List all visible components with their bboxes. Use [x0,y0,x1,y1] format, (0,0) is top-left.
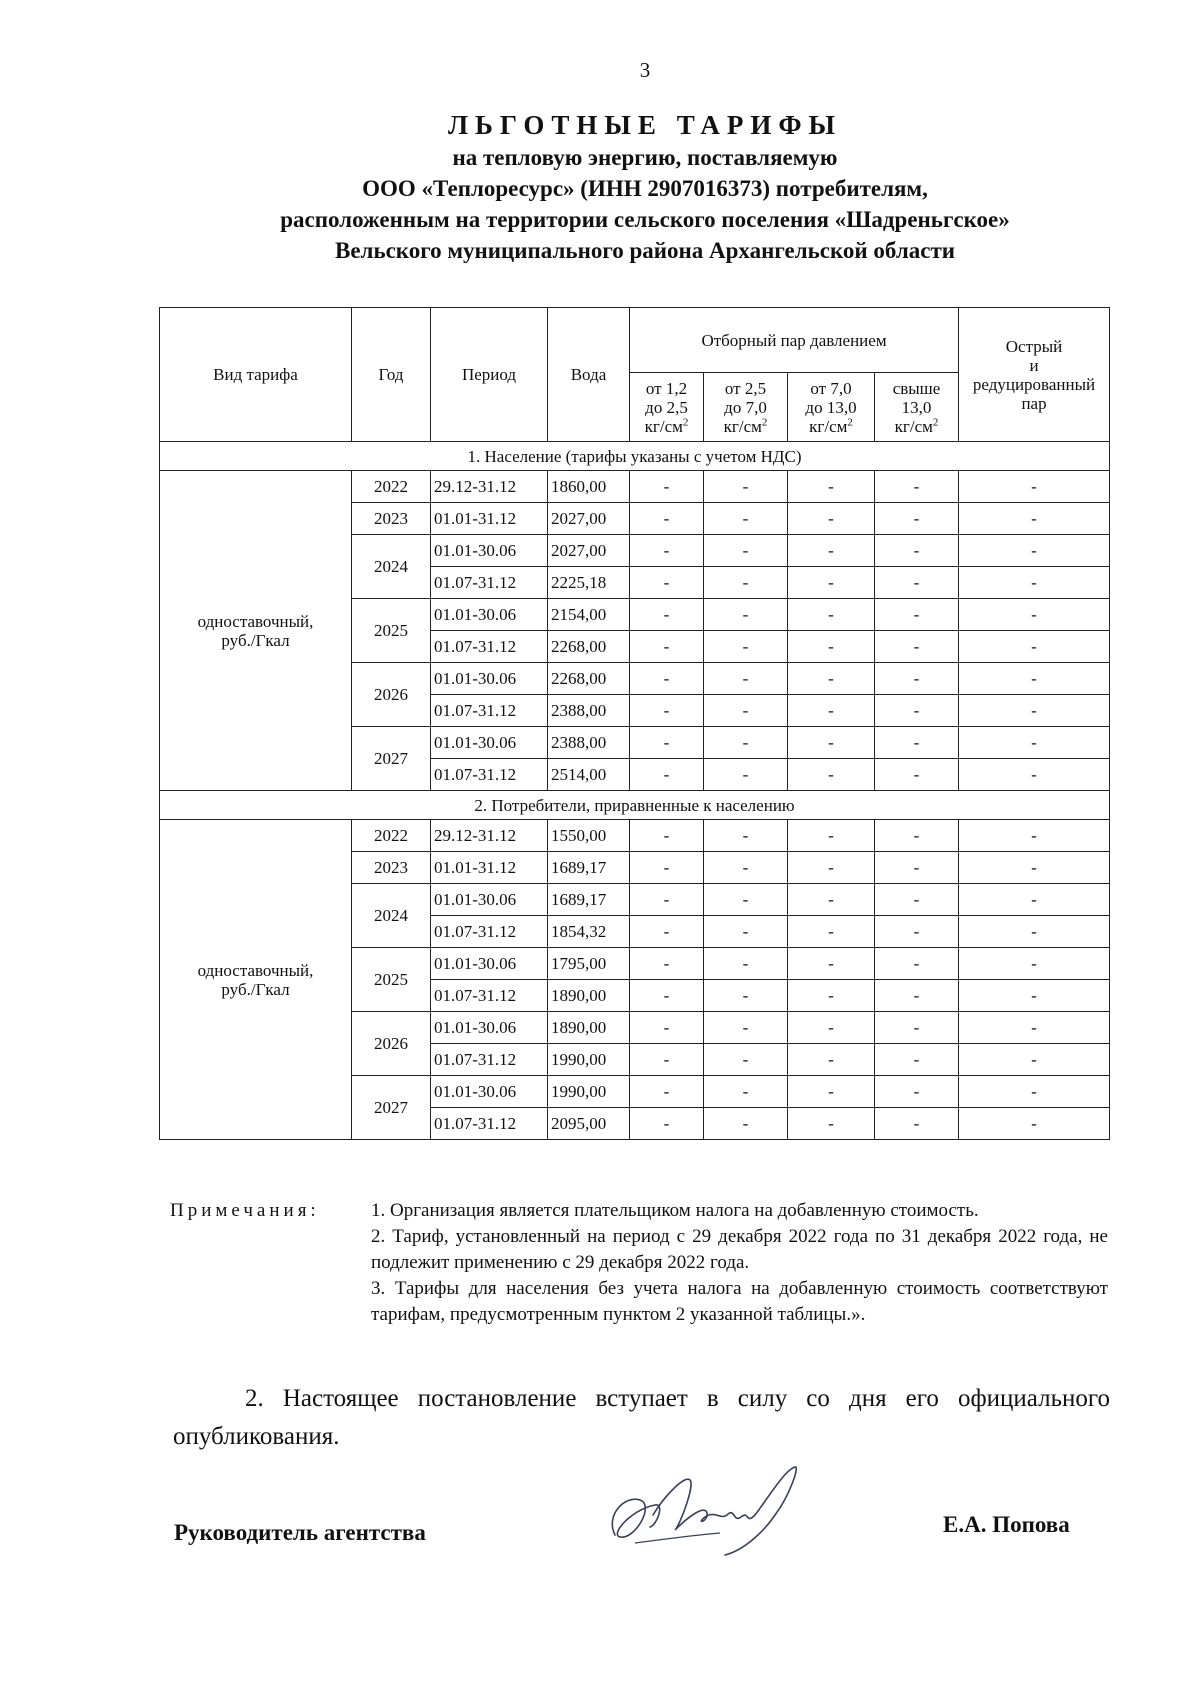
note-item: 2. Тариф, установленный на период с 29 декабря 2022 года по 31 декабря 2022 года, не подлежит применению с 29 декабря 2022 года. [371,1226,1108,1273]
empty-value-cell: - [875,852,959,884]
year-cell: 2022 [352,820,431,852]
empty-value-cell: - [788,1108,875,1140]
section-row [160,442,1110,471]
pressure-to: до 7,0 [724,397,767,417]
period-cell: 01.01-30.06 [431,727,548,759]
pressure-from: от 2,5 [724,378,767,398]
empty-value-cell: - [875,503,959,535]
empty-value-cell: - [959,1044,1110,1076]
title-line: на тепловую энергию, поставляемую [452,145,838,170]
empty-value-cell: - [875,1044,959,1076]
empty-value-cell: - [704,727,788,759]
year-cell: 2027 [352,1076,431,1140]
empty-value-cell: - [959,1108,1110,1140]
water-value-cell: 1795,00 [548,948,630,980]
empty-value-cell: - [630,948,704,980]
empty-value-cell: - [704,1044,788,1076]
empty-value-cell: - [630,759,704,791]
empty-value-cell: - [788,1076,875,1108]
empty-value-cell: - [630,884,704,916]
pressure-from: свыше [892,378,941,398]
empty-value-cell: - [788,1012,875,1044]
empty-value-cell: - [875,948,959,980]
year-cell: 2026 [352,1012,431,1076]
empty-value-cell: - [788,663,875,695]
title-line: Вельского муниципального района Архангельской области [334,238,956,263]
empty-value-cell: - [959,884,1110,916]
signer-name: Е.А. Попова [943,1512,1070,1537]
empty-value-cell: - [704,1108,788,1140]
empty-value-cell: - [959,727,1110,759]
header-pressure-2 [704,373,788,442]
effective-clause: 2. Настоящее постановление вступает в силу со дня его официального опубликования. [173,1385,1110,1450]
header-steam-group: Отборный пар давлением [630,308,959,373]
empty-value-cell: - [875,916,959,948]
header-tariff-type: Вид тарифа [160,308,352,442]
pressure-from: от 1,2 [645,378,688,398]
year-cell: 2026 [352,663,431,727]
empty-value-cell: - [704,948,788,980]
empty-value-cell: - [788,1044,875,1076]
period-cell: 01.07-31.12 [431,759,548,791]
empty-value-cell: - [959,503,1110,535]
empty-value-cell: - [959,599,1110,631]
empty-value-cell: - [875,695,959,727]
period-cell: 01.01-30.06 [431,1012,548,1044]
header-water: Вода [548,308,630,442]
year-cell: 2023 [352,503,431,535]
year-cell: 2023 [352,852,431,884]
year-cell: 2024 [352,535,431,599]
empty-value-cell: - [875,1076,959,1108]
water-value-cell: 2225,18 [548,567,630,599]
empty-value-cell: - [704,503,788,535]
empty-value-cell: - [875,884,959,916]
period-cell: 01.01-30.06 [431,663,548,695]
section-title: 2. Потребители, приравненные к населению [160,791,1110,820]
empty-value-cell: - [630,1076,704,1108]
tariff-type-line: одноставочный, [197,611,314,631]
empty-value-cell: - [959,471,1110,503]
pressure-unit: кг/см [644,416,683,436]
empty-value-cell: - [630,1044,704,1076]
empty-value-cell: - [704,820,788,852]
header-year: Год [352,308,431,442]
header-sharp-line: и [1029,355,1039,375]
pressure-unit: кг/см [894,416,933,436]
period-cell: 01.07-31.12 [431,916,548,948]
period-cell: 01.07-31.12 [431,631,548,663]
empty-value-cell: - [630,727,704,759]
empty-value-cell: - [630,916,704,948]
tariff-type-cell [160,820,352,1140]
empty-value-cell: - [630,599,704,631]
period-cell: 01.07-31.12 [431,1108,548,1140]
tariff-type-line: одноставочный, [197,960,314,980]
empty-value-cell: - [704,884,788,916]
empty-value-cell: - [875,759,959,791]
empty-value-cell: - [875,535,959,567]
empty-value-cell: - [704,759,788,791]
empty-value-cell: - [704,471,788,503]
year-cell: 2025 [352,948,431,1012]
empty-value-cell: - [875,631,959,663]
header-pressure-1 [630,373,704,442]
period-cell: 01.07-31.12 [431,695,548,727]
empty-value-cell: - [704,535,788,567]
empty-value-cell: - [875,980,959,1012]
pressure-unit: кг/см [809,416,848,436]
pressure-from: от 7,0 [810,378,852,398]
empty-value-cell: - [704,599,788,631]
water-value-cell: 2027,00 [548,503,630,535]
empty-value-cell: - [875,1012,959,1044]
empty-value-cell: - [630,820,704,852]
empty-value-cell: - [959,916,1110,948]
water-value-cell: 1689,17 [548,852,630,884]
pressure-unit-sup: 2 [932,415,939,428]
period-cell: 01.01-30.06 [431,948,548,980]
empty-value-cell: - [788,884,875,916]
pressure-to: до 13,0 [805,397,857,417]
year-cell: 2025 [352,599,431,663]
period-cell: 01.01-31.12 [431,852,548,884]
table-row [160,471,1110,503]
empty-value-cell: - [875,567,959,599]
period-cell: 01.07-31.12 [431,980,548,1012]
water-value-cell: 1854,32 [548,916,630,948]
empty-value-cell: - [630,1012,704,1044]
period-cell: 01.01-30.06 [431,599,548,631]
pressure-unit-sup: 2 [761,415,768,428]
empty-value-cell: - [788,727,875,759]
title-line: ООО «Теплоресурс» (ИНН 2907016373) потребителям, [362,176,928,201]
empty-value-cell: - [875,1108,959,1140]
water-value-cell: 2268,00 [548,663,630,695]
empty-value-cell: - [788,631,875,663]
empty-value-cell: - [704,1012,788,1044]
empty-value-cell: - [959,695,1110,727]
empty-value-cell: - [630,535,704,567]
empty-value-cell: - [788,852,875,884]
period-cell: 01.07-31.12 [431,1044,548,1076]
water-value-cell: 1890,00 [548,980,630,1012]
notes-label: Примечания: [170,1200,320,1221]
empty-value-cell: - [630,663,704,695]
header-sharp-steam [959,308,1110,442]
header-sharp-line: Острый [1005,336,1063,356]
empty-value-cell: - [704,567,788,599]
empty-value-cell: - [630,567,704,599]
header-period: Период [431,308,548,442]
water-value-cell: 1890,00 [548,1012,630,1044]
empty-value-cell: - [788,471,875,503]
empty-value-cell: - [959,759,1110,791]
pressure-unit-sup: 2 [682,415,689,428]
pressure-to: до 2,5 [645,397,688,417]
empty-value-cell: - [630,980,704,1012]
empty-value-cell: - [788,759,875,791]
year-cell: 2027 [352,727,431,791]
page-number: 3 [639,58,651,82]
note-item: 3. Тарифы для населения без учета налога на добавленную стоимость соответствуют тарифам, предусмотренным пунктом 2 указанной таблицы.». [371,1278,1108,1325]
note-item: 1. Организация является плательщиком налога на добавленную стоимость. [371,1200,979,1221]
empty-value-cell: - [959,567,1110,599]
empty-value-cell: - [788,695,875,727]
empty-value-cell: - [959,631,1110,663]
tariff-type-cell [160,471,352,791]
empty-value-cell: - [875,471,959,503]
document-title [150,108,1140,266]
section-title: 1. Население (тарифы указаны с учетом НДС) [160,442,1110,471]
empty-value-cell: - [959,980,1110,1012]
empty-value-cell: - [788,503,875,535]
section-row [160,791,1110,820]
empty-value-cell: - [875,820,959,852]
period-cell: 01.01-30.06 [431,884,548,916]
empty-value-cell: - [704,980,788,1012]
empty-value-cell: - [704,852,788,884]
pressure-to: 13,0 [901,397,932,417]
header-pressure-4 [875,373,959,442]
water-value-cell: 1689,17 [548,884,630,916]
empty-value-cell: - [959,820,1110,852]
empty-value-cell: - [788,535,875,567]
tariff-table [159,307,1110,1140]
water-value-cell: 2268,00 [548,631,630,663]
water-value-cell: 1550,00 [548,820,630,852]
signer-position: Руководитель агентства [174,1520,426,1545]
empty-value-cell: - [630,471,704,503]
empty-value-cell: - [630,503,704,535]
empty-value-cell: - [788,820,875,852]
empty-value-cell: - [704,916,788,948]
header-pressure-3 [788,373,875,442]
water-value-cell: 2027,00 [548,535,630,567]
handwritten-signature [595,1455,825,1565]
empty-value-cell: - [959,535,1110,567]
header-sharp-line: пар [1021,393,1047,413]
empty-value-cell: - [704,663,788,695]
tariff-type-line: руб./Гкал [221,630,290,650]
pressure-unit-sup: 2 [847,415,853,428]
water-value-cell: 1990,00 [548,1076,630,1108]
empty-value-cell: - [788,948,875,980]
empty-value-cell: - [788,567,875,599]
water-value-cell: 2388,00 [548,695,630,727]
empty-value-cell: - [959,1076,1110,1108]
empty-value-cell: - [959,1012,1110,1044]
period-cell: 29.12-31.12 [431,471,548,503]
empty-value-cell: - [630,695,704,727]
title-main: ЛЬГОТНЫЕ ТАРИФЫ [447,110,843,140]
title-line: расположенным на территории сельского поселения «Шадреньгское» [280,207,1010,232]
water-value-cell: 2095,00 [548,1108,630,1140]
empty-value-cell: - [704,695,788,727]
water-value-cell: 1860,00 [548,471,630,503]
empty-value-cell: - [630,852,704,884]
water-value-cell: 1990,00 [548,1044,630,1076]
notes-list [371,1198,1108,1328]
table-row [160,820,1110,852]
period-cell: 01.07-31.12 [431,567,548,599]
year-cell: 2024 [352,884,431,948]
empty-value-cell: - [630,1108,704,1140]
empty-value-cell: - [875,663,959,695]
empty-value-cell: - [959,852,1110,884]
water-value-cell: 2514,00 [548,759,630,791]
empty-value-cell: - [959,948,1110,980]
period-cell: 01.01-30.06 [431,535,548,567]
tariff-type-line: руб./Гкал [221,979,290,999]
period-cell: 01.01-31.12 [431,503,548,535]
empty-value-cell: - [788,980,875,1012]
period-cell: 01.01-30.06 [431,1076,548,1108]
water-value-cell: 2388,00 [548,727,630,759]
pressure-unit: кг/см [723,416,762,436]
header-sharp-line: редуцированный [972,374,1096,394]
year-cell: 2022 [352,471,431,503]
empty-value-cell: - [875,599,959,631]
empty-value-cell: - [788,599,875,631]
empty-value-cell: - [630,631,704,663]
water-value-cell: 2154,00 [548,599,630,631]
period-cell: 29.12-31.12 [431,820,548,852]
empty-value-cell: - [704,631,788,663]
empty-value-cell: - [704,1076,788,1108]
empty-value-cell: - [788,916,875,948]
empty-value-cell: - [959,663,1110,695]
empty-value-cell: - [875,727,959,759]
